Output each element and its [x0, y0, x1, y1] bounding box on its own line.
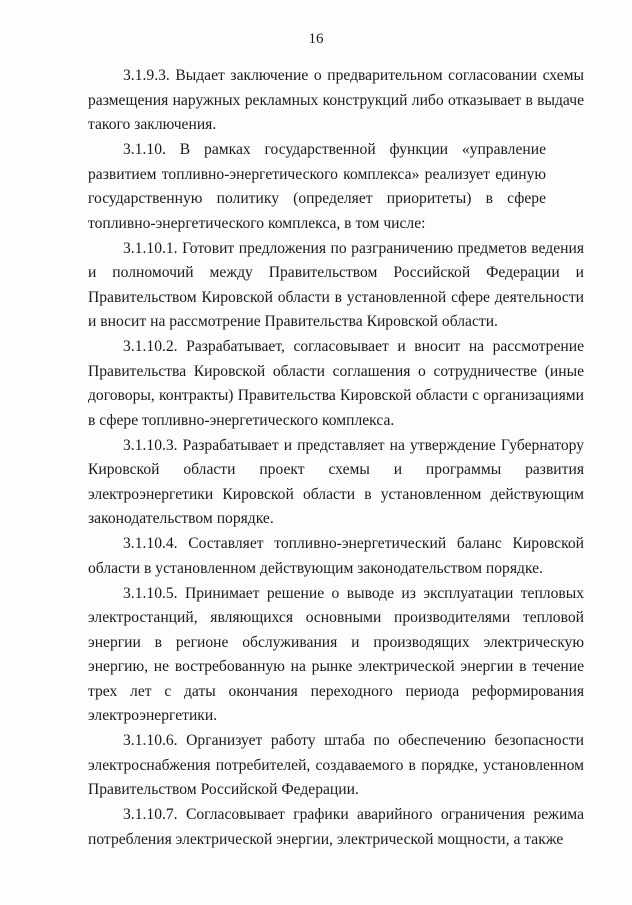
document-body — [88, 64, 584, 853]
paragraph-text: Готовит предложения по разграничению предметов ведения и полномочий между Правительством Российской Федерации и Правительством Кировской области в установленной сфере деятельности и вносит на рассмотрение Правительства Кировской области. — [88, 239, 584, 330]
paragraph-text: Организует работу штаба по обеспечению безопасности электроснабжения потребителей, создаваемого в порядке, установленном Правительством Российской Федерации. — [88, 732, 584, 798]
paragraph-text: В рамках государственной функции «управление развитием топливно-энергетического комплекса» реализует единую государственную политику (определяет приоритеты) в сфере топливно-энергетического комплекса, в том числе: — [88, 141, 546, 232]
paragraph-number: 3.1.10.1. — [123, 239, 178, 257]
paragraph-3-1-10-1 — [88, 237, 584, 335]
paragraph-3-1-10-7 — [88, 803, 584, 852]
paragraph-3-1-9-3 — [88, 64, 584, 138]
paragraph-3-1-10-4 — [88, 532, 584, 581]
paragraph-number: 3.1.10.5. — [123, 584, 178, 602]
paragraph-3-1-10-5 — [88, 582, 584, 729]
paragraph-number: 3.1.10.6. — [123, 732, 178, 749]
paragraph-3-1-10-2 — [88, 335, 584, 433]
paragraph-text: Выдает заключение о предварительном согласовании схемы размещения наружных рекламных конструкций либо отказывает в выдаче такого заключения. — [88, 67, 584, 133]
paragraph-3-1-10-3 — [88, 434, 584, 532]
paragraph-text: Разрабатывает, согласовывает и вносит на рассмотрение Правительства Кировской области соглашения о сотрудничестве (иные договоры, контракты) Правительства Кировской области с организациями в сфере топливно-энергетического комплекса. — [88, 338, 584, 429]
paragraph-number: 3.1.10.7. — [123, 806, 178, 823]
paragraph-number: 3.1.10.4. — [123, 535, 178, 552]
paragraph-text: Принимает решение о выводе из эксплуатации тепловых электростанций, являющихся основными производителями тепловой энергии в регионе обслуживания и производящих электрическую энергию, не востребованную на рынке электрической энергии в течение трех лет с даты окончания переходного периода реформирования электроэнергетики. — [88, 584, 585, 724]
page-number: 16 — [308, 31, 324, 47]
paragraph-3-1-10 — [88, 138, 584, 236]
paragraph-3-1-10-6 — [88, 729, 584, 803]
paragraph-number: 3.1.10.2. — [123, 338, 178, 355]
paragraph-number: 3.1.9.3. — [123, 67, 170, 84]
paragraph-text: Составляет топливно-энергетический баланс Кировской области в установленном действующим законодательством порядке. — [88, 535, 584, 577]
paragraph-text: Согласовывает графики аварийного ограничения режима потребления электрической энергии, электрической мощности, а также — [88, 806, 584, 848]
paragraph-number: 3.1.10.3. — [123, 436, 178, 454]
paragraph-number: 3.1.10. — [123, 141, 166, 158]
paragraph-text: Разрабатывает и представляет на утверждение Губернатору Кировской области проект схемы и программы развития электроэнергетики Кировской области в установленном действующим законодательством порядке. — [88, 436, 584, 527]
